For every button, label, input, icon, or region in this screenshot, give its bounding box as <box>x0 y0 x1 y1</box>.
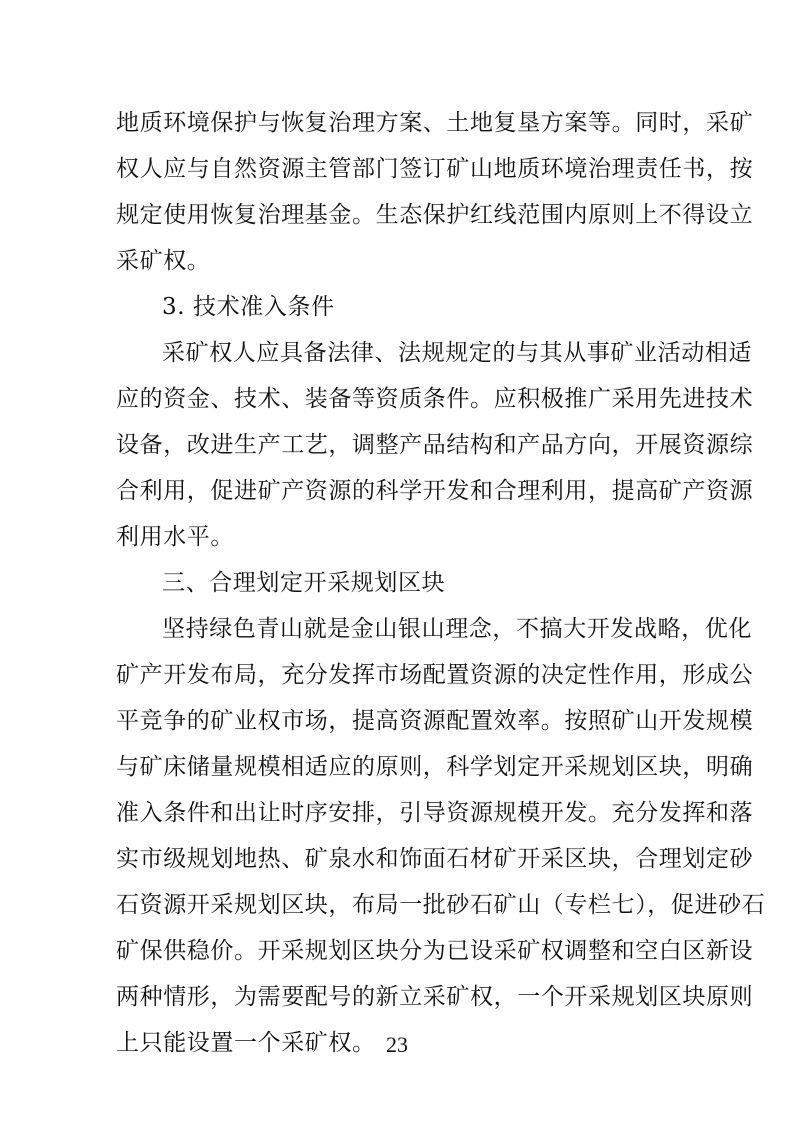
paragraph-line: 与矿床储量规模相适应的原则，科学划定开采规划区块，明确 <box>116 754 754 780</box>
paragraph-line: 地质环境保护与恢复治理方案、土地复垦方案等。同时，采矿 <box>116 110 754 136</box>
document-body <box>116 100 766 1066</box>
paragraph-line: 应的资金、技术、装备等资质条件。应积极推广采用先进技术 <box>116 386 754 412</box>
paragraph-line: 采矿权。 <box>116 248 211 274</box>
page-number: 23 <box>386 1032 408 1057</box>
paragraph-line: 设备，改进生产工艺，调整产品结构和产品方向，开展资源综 <box>116 432 754 458</box>
paragraph-line: 两种情形，为需要配号的新立采矿权，一个开采规划区块原则 <box>116 984 754 1010</box>
section-heading-technical-access: 3. 技术准入条件 <box>162 294 335 320</box>
paragraph-line: 规定使用恢复治理基金。生态保护红线范围内原则上不得设立 <box>116 202 754 228</box>
paragraph-line: 权人应与自然资源主管部门签订矿山地质环境治理责任书，按 <box>116 156 754 182</box>
paragraph-line: 坚持绿色青山就是金山银山理念，不搞大开发战略，优化 <box>162 616 752 642</box>
section-heading-mining-blocks: 三、合理划定开采规划区块 <box>162 570 446 596</box>
paragraph-line: 矿保供稳价。开采规划区块分为已设采矿权调整和空白区新设 <box>116 938 754 964</box>
paragraph-line: 合利用，促进矿产资源的科学开发和合理利用，提高矿产资源 <box>116 478 754 504</box>
paragraph-line: 上只能设置一个采矿权。 <box>116 1030 376 1056</box>
paragraph-line: 实市级规划地热、矿泉水和饰面石材矿开采区块，合理划定砂 <box>116 846 754 872</box>
paragraph-line: 采矿权人应具备法律、法规规定的与其从事矿业活动相适 <box>162 340 752 366</box>
paragraph-line: 矿产开发布局，充分发挥市场配置资源的决定性作用，形成公 <box>116 662 754 688</box>
paragraph-line: 石资源开采规划区块，布局一批砂石矿山（专栏七），促进砂石 <box>116 892 766 918</box>
paragraph-line: 准入条件和出让时序安排，引导资源规模开发。充分发挥和落 <box>116 800 754 826</box>
paragraph-line: 利用水平。 <box>116 524 234 550</box>
paragraph-line: 平竞争的矿业权市场，提高资源配置效率。按照矿山开发规模 <box>116 708 754 734</box>
